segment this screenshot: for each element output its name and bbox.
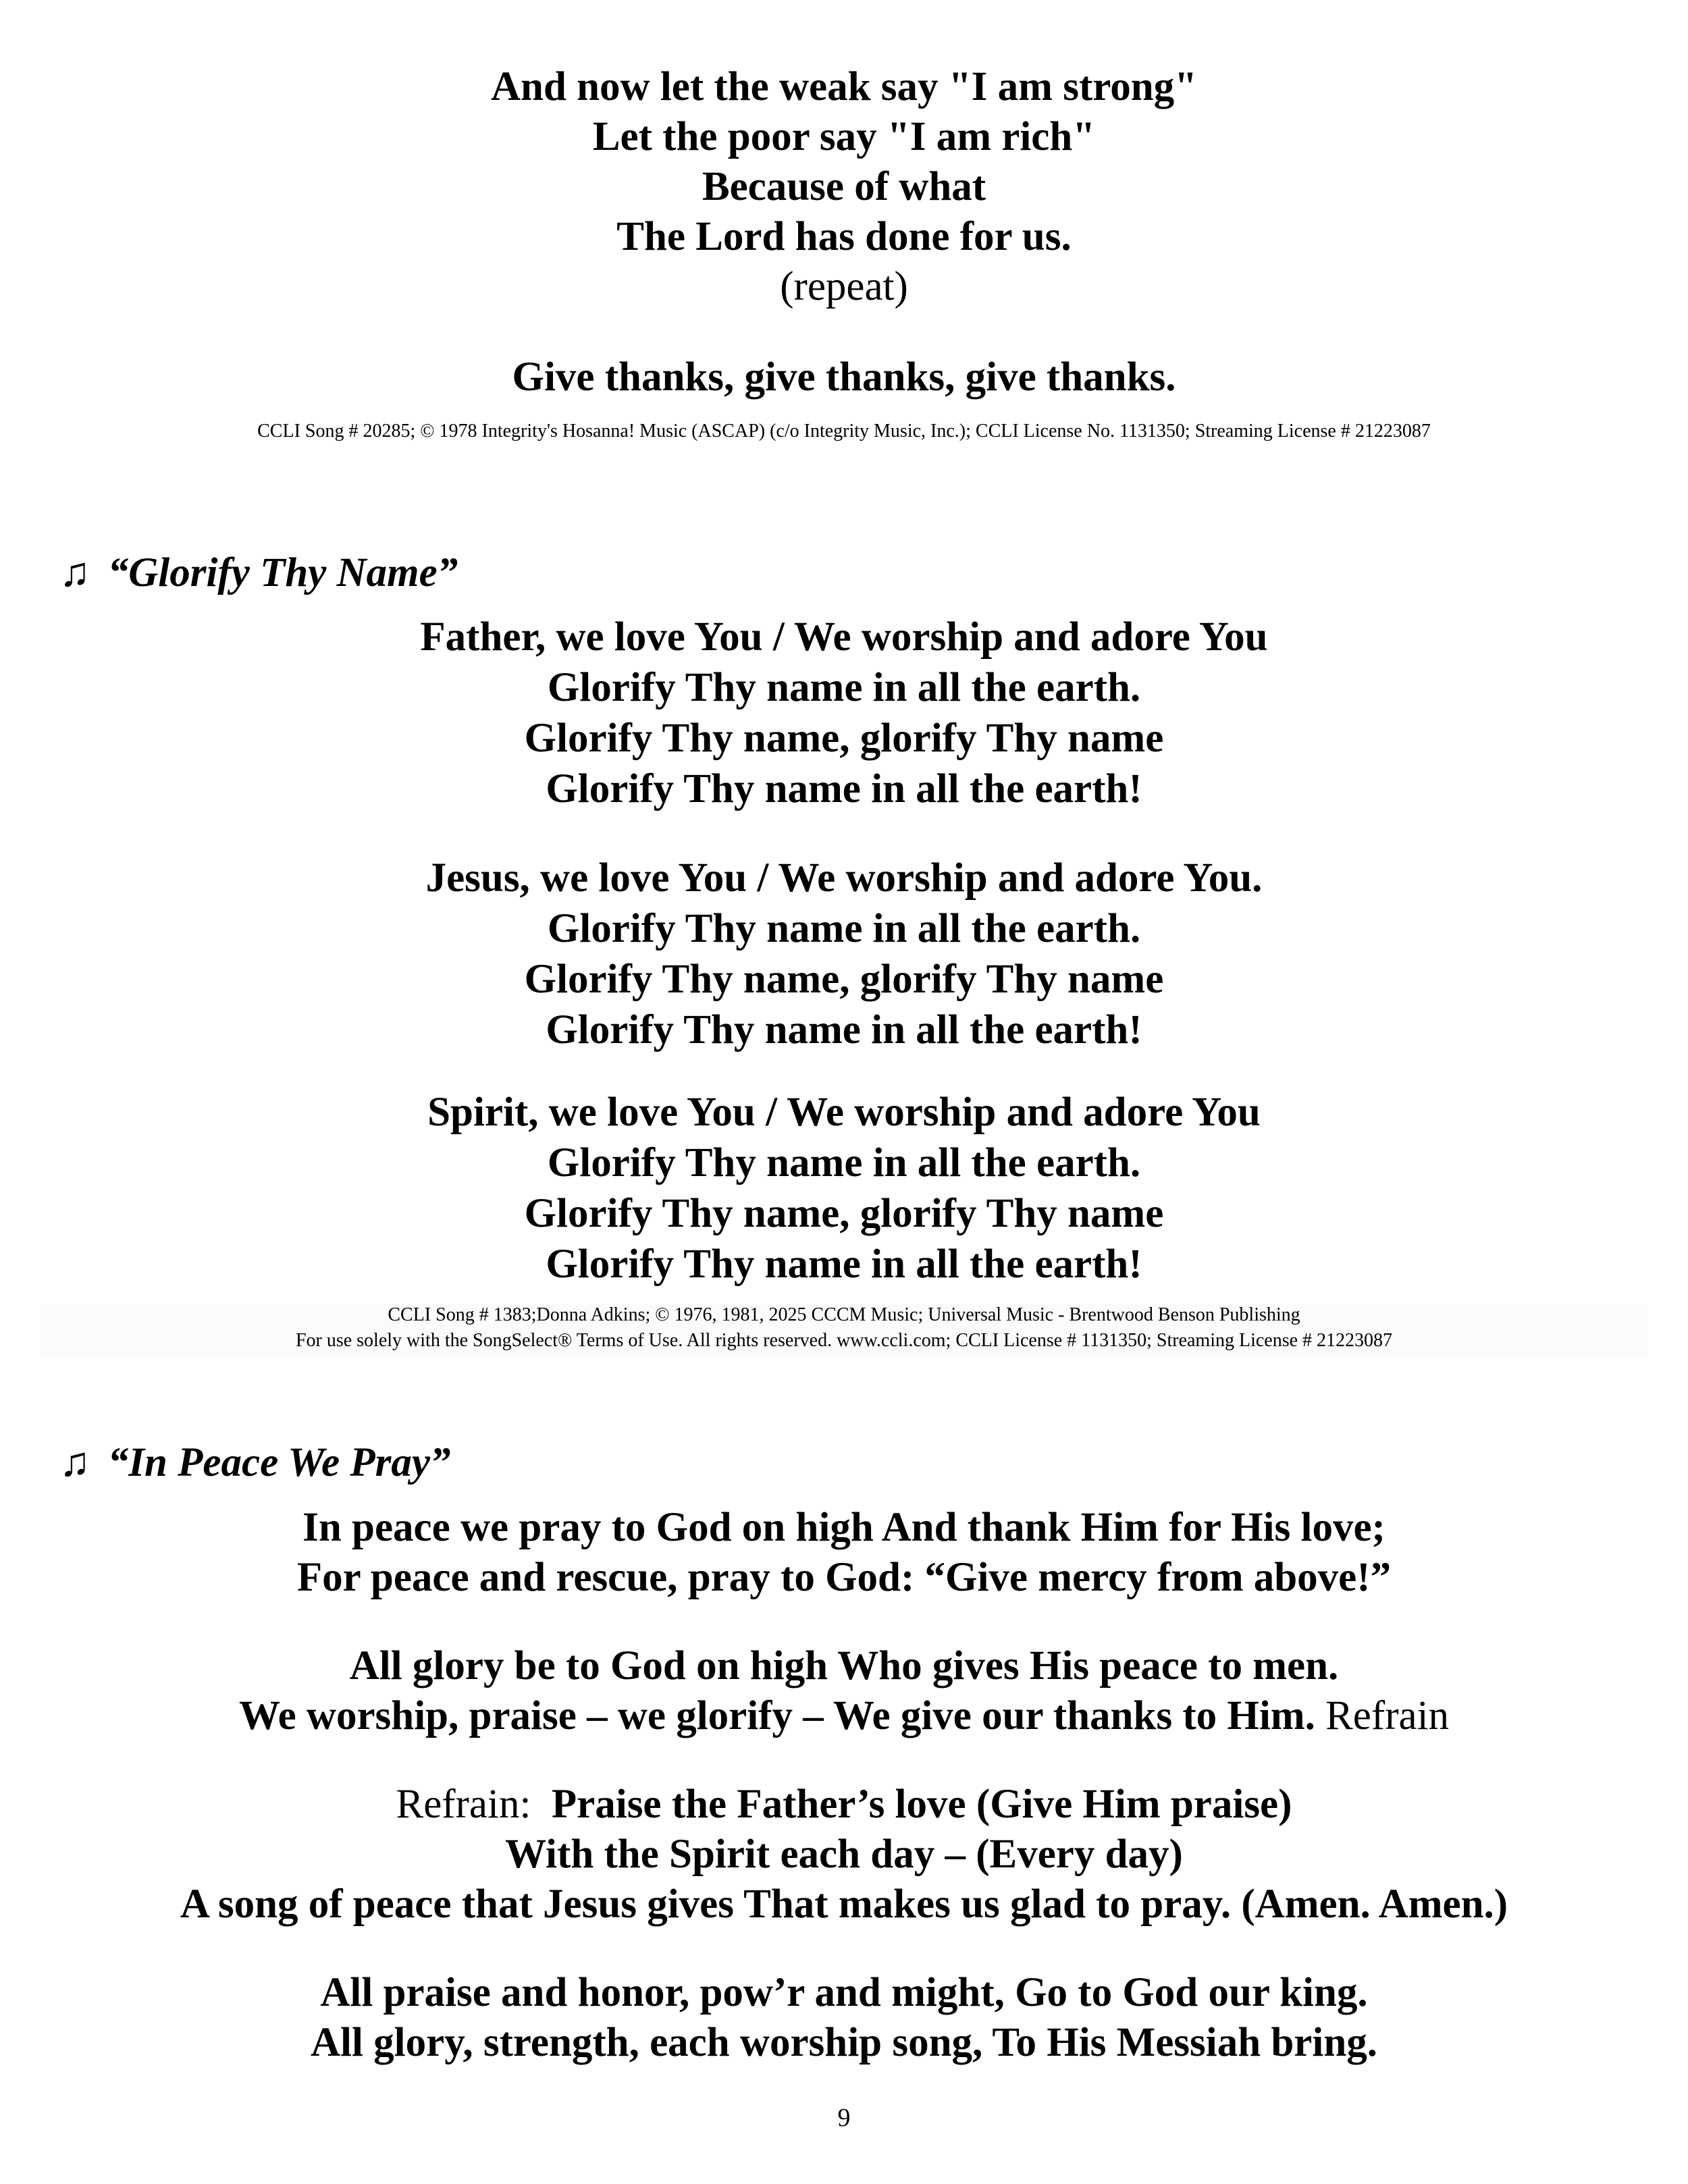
lyric-text: We worship, praise – we glorify – We give our thanks to Him. [238, 1693, 1315, 1738]
copyright-credit: For use solely with the SongSelect® Terms of Use. All rights reserved. www.ccli.com; CCLI License # 1131350; Streaming License # 21223087 [295, 1330, 1393, 1351]
lyric-line: Glorify Thy name, glorify Thy name [524, 716, 1164, 761]
lyric-line: Because of what [702, 164, 986, 209]
lyric-line: Glorify Thy name in all the earth! [546, 1242, 1142, 1287]
music-note-icon: ♫ [59, 550, 90, 595]
refrain-line [0, 1784, 1688, 1825]
lyric-line: All praise and honor, pow’r and might, Go to God our king. [320, 1970, 1368, 2015]
lyric-line [0, 1695, 1688, 1736]
lyric-line: Glorify Thy name in all the earth. [547, 665, 1141, 710]
refrain-tag: Refrain [1325, 1693, 1450, 1738]
lyric-line: All glory, strength, each worship song, To His Messiah bring. [310, 2020, 1377, 2065]
copyright-credit: CCLI Song # 1383;Donna Adkins; © 1976, 1981, 2025 CCCM Music; Universal Music - Brentwood Benson Publishing [388, 1304, 1300, 1325]
lyric-line: Glorify Thy name in all the earth. [547, 1140, 1141, 1186]
music-note-icon: ♫ [59, 1440, 90, 1485]
lyric-line: And now let the weak say "I am strong" [490, 64, 1198, 109]
lyric-line: Glorify Thy name in all the earth. [547, 906, 1141, 951]
lyric-line: Glorify Thy name in all the earth! [546, 1007, 1142, 1053]
lyric-line: Jesus, we love You / We worship and adore You. [425, 855, 1263, 901]
lyric-line: All glory be to God on high Who gives His peace to men. [349, 1643, 1339, 1688]
copyright-credit: CCLI Song # 20285; © 1978 Integrity's Hosanna! Music (ASCAP) (c/o Integrity Music, Inc.); CCLI License No. 1131350; Streaming License # 21223087 [257, 421, 1431, 442]
lyric-line: The Lord has done for us. [616, 214, 1072, 259]
lyric-line: In peace we pray to God on high And thank Him for His love; [302, 1505, 1386, 1550]
lyric-line: Let the poor say "I am rich" [592, 114, 1096, 159]
refrain-line: With the Spirit each day – (Every day) [505, 1832, 1183, 1877]
lyric-line: Give thanks, give thanks, give thanks. [512, 354, 1176, 400]
page-number: 9 [837, 2104, 851, 2132]
song-title-text: “In Peace We Pray” [107, 1440, 451, 1485]
repeat-note: (repeat) [780, 264, 908, 309]
lyric-line: Glorify Thy name, glorify Thy name [524, 957, 1164, 1002]
lyric-line: Glorify Thy name in all the earth! [546, 766, 1142, 811]
song-title-text: “Glorify Thy Name” [107, 550, 458, 595]
lyric-line: Glorify Thy name, glorify Thy name [524, 1191, 1164, 1236]
song-title [59, 1442, 450, 1483]
refrain-label: Refrain: [396, 1782, 531, 1827]
lyric-line: For peace and rescue, pray to God: “Give mercy from above!” [296, 1555, 1392, 1600]
lyric-text: Praise the Father’s love (Give Him praise) [551, 1782, 1292, 1827]
refrain-line: A song of peace that Jesus gives That makes us glad to pray. (Amen. Amen.) [180, 1882, 1508, 1927]
song-title [59, 552, 458, 593]
lyric-line: Father, we love You / We worship and adore You [420, 614, 1268, 660]
lyric-line: Spirit, we love You / We worship and adore You [427, 1090, 1261, 1135]
